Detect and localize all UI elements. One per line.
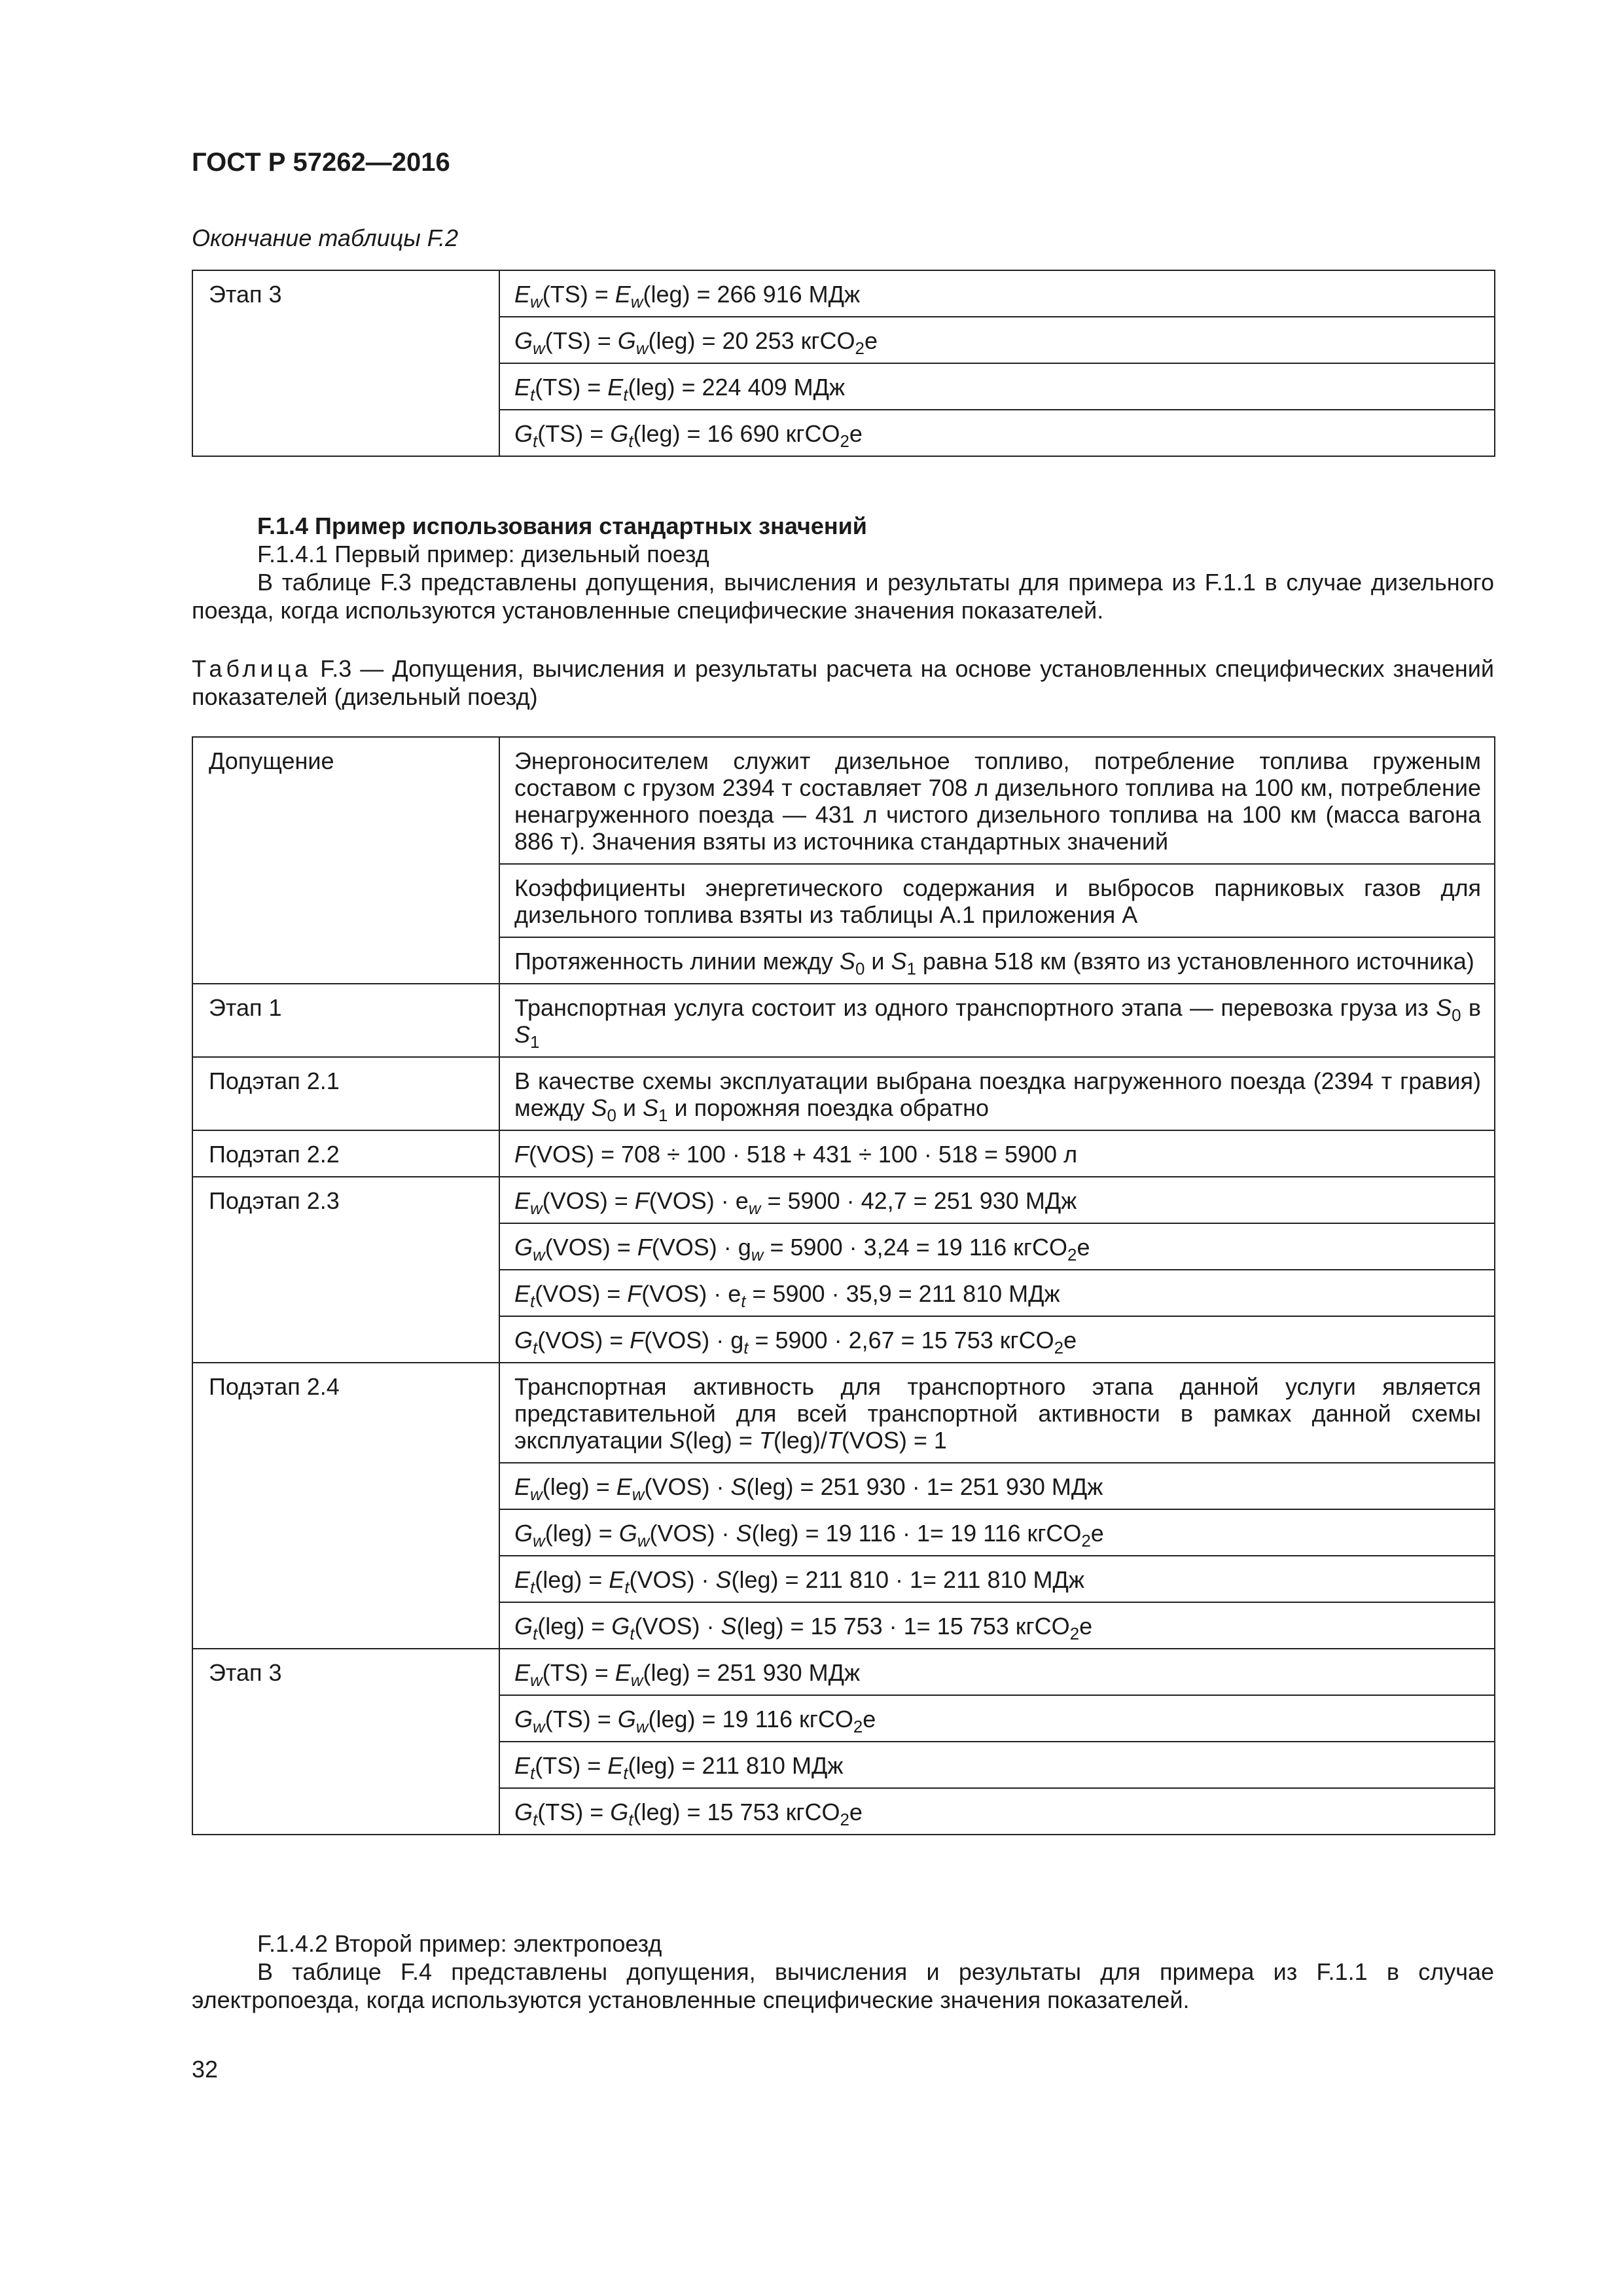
table-f3-cell: $E_t(leg) = E_t(VOS) \cdot S(leg) = 211$ 810 · 1= 211 810 МДж [499, 1556, 1495, 1602]
page-number: 32 [192, 2056, 219, 2083]
table-f2-cell: $G_w(TS) = G_w(leg) = 20$ 253 кгCO$_2$e [499, 317, 1495, 363]
table-f2-cell: $E_w(TS) = E_w(leg) = 266$ 916 МДж [499, 270, 1495, 317]
table-f2-cell: $G_t(TS) = G_t(leg) = 16$ 690 кгCO$_2$e [499, 410, 1495, 456]
table-f3-cell: $E_w(TS) = E_w(leg) = 251$ 930 МДж [499, 1649, 1495, 1695]
section-f141-heading: F.1.4.1 Первый пример: дизельный поезд [257, 541, 709, 567]
section-f141-paragraph: В таблице F.3 представлены допущения, вычисления и результаты для примера из F.1.1 в случае дизельного поезда, когда используются установленные специфические значения показателей. [192, 569, 1494, 624]
section-f142-heading: F.1.4.2 Второй пример: электропоезд [257, 1930, 662, 1957]
table-f3-cell: $G_t(TS) = G_t(leg) = 15$ 753 кгCO$_2$e [499, 1788, 1495, 1835]
table-f3-stage-label: Подэтап 2.3 [192, 1177, 499, 1363]
table-f3-cell: $E_t(TS) = E_t(leg) = 211$ 810 МДж [499, 1742, 1495, 1788]
section-f142-paragraph: В таблице F.4 представлены допущения, вычисления и результаты для примера из F.1.1 в случае электропоезда, когда используются установленные специфические значения показателей. [192, 1958, 1494, 2013]
table-f3-row [192, 1130, 1495, 1177]
table-f3-cell: Транспортная активность для транспортного этапа данной услуги является представительной для всей транспортной активности в рамках данной схемы эксплуатации S(leg) = T(leg)/T(VOS) = 1 [499, 1363, 1495, 1463]
table-f2-end [192, 270, 1495, 457]
section-f142-block [192, 1929, 1494, 2014]
table-f3-cell: F(VOS) = 708 ÷ 100 · 518 + 431 ÷ 100 · 518 = 5900 л [499, 1130, 1495, 1177]
table-f3-row [192, 1649, 1495, 1695]
table-f3-cell: Транспортная услуга состоит из одного транспортного этапа — перевозка груза из $S_0$ в $S_1$ [499, 984, 1495, 1057]
table-f3 [192, 736, 1495, 1835]
table-f3-row [192, 1057, 1495, 1130]
table-f3-row [192, 737, 1495, 864]
table-f3-caption-label: Таблица [192, 655, 312, 682]
document-header: ГОСТ Р 57262—2016 [192, 148, 450, 177]
table-f3-row [192, 1177, 1495, 1223]
table-f3-cell: Протяженность линии между $S_0$ и $S_1$ равна 518 км (взято из установленного источника) [499, 937, 1495, 984]
table-f3-row [192, 984, 1495, 1057]
table-f2-stage-label: Этап 3 [192, 270, 499, 456]
table-f3-cell: $G_t(leg) = G_t(VOS) \cdot S(leg) = 15$ 753 · 1= 15 753 кгCO$_2$e [499, 1602, 1495, 1649]
table-f3-stage-label: Этап 3 [192, 1649, 499, 1835]
table-f2-continuation-caption: Окончание таблицы F.2 [192, 224, 459, 251]
table-f2-row [192, 270, 1495, 317]
table-f3-caption-text: F.3 — Допущения, вычисления и результаты расчета на основе установленных специфических значений показателей (дизельный поезд) [192, 655, 1494, 710]
table-f3-stage-label: Подэтап 2.2 [192, 1130, 499, 1177]
table-f3-caption [192, 655, 1494, 711]
table-f2-cell: $E_t(TS) = E_t(leg) = 224$ 409 МДж [499, 363, 1495, 410]
table-f3-cell: $E_t(VOS) = F(VOS) \cdot e_t = 5900 \cdot 35,9 = 211$ 810 МДж [499, 1270, 1495, 1316]
table-f3-cell: $E_w(VOS) = F(VOS) \cdot e_w = 5900 \cdot 42,7 = 251$ 930 МДж [499, 1177, 1495, 1223]
table-f3-cell: $G_w(VOS) = F(VOS) \cdot g_w = 5900 \cdot 3,24 = 19$ 116 кгCO$_2$e [499, 1223, 1495, 1270]
table-f3-cell: Коэффициенты энергетического содержания и выбросов парниковых газов для дизельного топлива взяты из таблицы А.1 приложения А [499, 864, 1495, 937]
table-f3-cell: $G_w(TS) = G_w(leg) = 19$ 116 кгCO$_2$e [499, 1695, 1495, 1742]
table-f3-cell: В качестве схемы эксплуатации выбрана поездка нагруженного поезда (2394 т гравия) между $S_0$ и $S_1$ и порожняя поездка обратно [499, 1057, 1495, 1130]
table-f3-cell: $E_w(leg) = E_w(VOS) \cdot S(leg) = 251$ 930 · 1= 251 930 МДж [499, 1463, 1495, 1509]
section-f14-block [192, 512, 1494, 624]
table-f3-row [192, 1363, 1495, 1463]
section-f14-heading: F.1.4 Пример использования стандартных значений [257, 512, 867, 539]
table-f3-stage-label: Допущение [192, 737, 499, 984]
table-f3-cell: $G_w(leg) = G_w(VOS) \cdot S(leg) = 19$ 116 · 1= 19 116 кгCO$_2$e [499, 1509, 1495, 1556]
table-f3-cell: $G_t(VOS) = F(VOS) \cdot g_t = 5900 \cdot 2,67 = 15$ 753 кгCO$_2$e [499, 1316, 1495, 1363]
table-f3-stage-label: Подэтап 2.1 [192, 1057, 499, 1130]
table-f3-cell: Энергоносителем служит дизельное топливо, потребление топлива груженым составом с грузом 2394 т составляет 708 л дизельного топлива на 100 км, потребление ненагруженного поезда — 431 л чистого дизельного топлива на 100 км (масса вагона 886 т). Значения взяты из источника стандартных значений [499, 737, 1495, 864]
table-f3-stage-label: Подэтап 2.4 [192, 1363, 499, 1649]
table-f3-stage-label: Этап 1 [192, 984, 499, 1057]
